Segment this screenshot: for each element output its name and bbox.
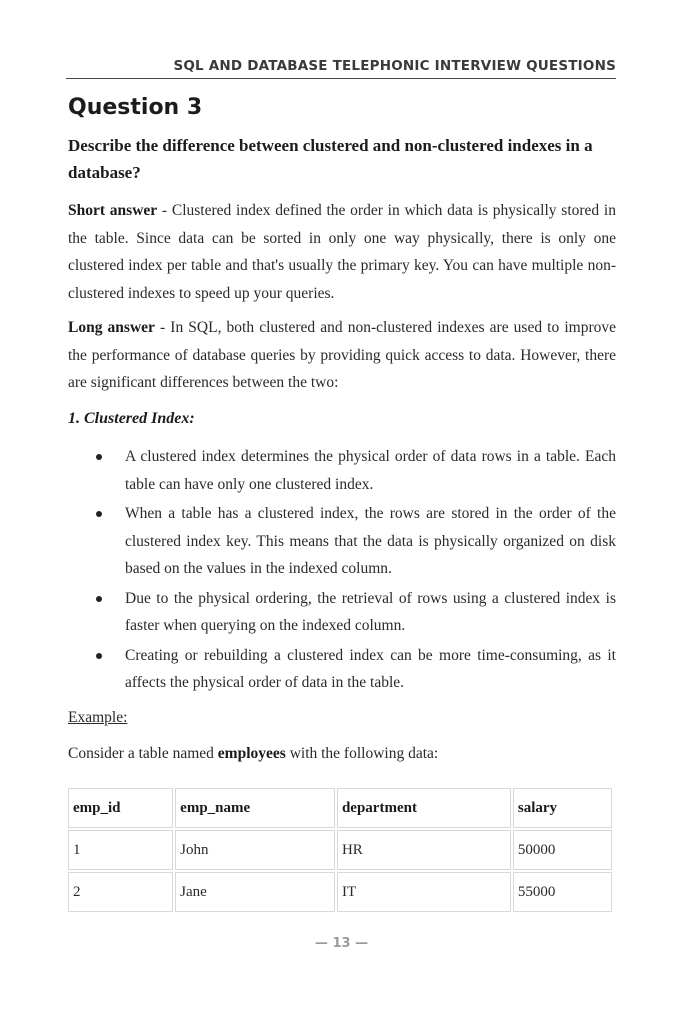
- bullet-item: [68, 585, 616, 640]
- example-intro-before: Consider a table named: [68, 745, 218, 762]
- bullet-dot-icon: [96, 454, 102, 460]
- page-number: — 13 —: [314, 936, 369, 951]
- bullet-dot-icon: [96, 653, 102, 659]
- short-answer-paragraph: [68, 197, 616, 307]
- long-answer-label: Long answer: [68, 319, 155, 336]
- table-cell: 50000: [513, 830, 612, 870]
- short-answer-text: - Clustered index defined the order in which data is physically stored in the table. Since data can be sorted in only one way physically, there is only one clustered index per table and that's usually the primary key. You can have multiple non-clustered indexes to speed up your queries.: [68, 202, 616, 302]
- clustered-index-heading: 1. Clustered Index:: [68, 410, 195, 427]
- example-table-name: employees: [217, 745, 286, 762]
- table-cell: IT: [337, 872, 511, 912]
- column-header-emp-name: emp_name: [175, 788, 335, 828]
- long-answer-paragraph: [68, 314, 616, 397]
- example-label: Example:: [68, 709, 128, 726]
- bullet-text: Creating or rebuilding a clustered index can be more time-consuming, as it affects the physical order of data in the table.: [125, 646, 616, 691]
- example-intro-after: with the following data:: [285, 745, 439, 762]
- example-intro: [68, 745, 438, 763]
- short-answer-label: Short answer: [68, 202, 158, 219]
- header-title: SQL AND DATABASE TELEPHONIC INTERVIEW QUESTIONS: [173, 58, 616, 74]
- bullet-dot-icon: [96, 596, 102, 602]
- table-cell: John: [175, 830, 335, 870]
- bullet-text: When a table has a clustered index, the rows are stored in the order of the clustered index key. This means that the data is physically organized on disk based on the values in the indexed column.: [125, 505, 616, 577]
- table-cell: Jane: [175, 872, 335, 912]
- bullet-text: A clustered index determines the physical order of data rows in a table. Each table can have only one clustered index.: [125, 448, 616, 493]
- long-answer-text: - In SQL, both clustered and non-clustered indexes are used to improve the performance of database queries by providing quick access to data. However, there are significant differences between the two:: [68, 319, 616, 391]
- column-header-emp-id: emp_id: [68, 788, 173, 828]
- table-header-row: [68, 788, 612, 828]
- table-cell: 1: [68, 830, 173, 870]
- table-row: [68, 830, 612, 870]
- table-cell: 2: [68, 872, 173, 912]
- bullet-item: [68, 500, 616, 583]
- clustered-index-bullet-list: [68, 443, 616, 699]
- table-cell: 55000: [513, 872, 612, 912]
- question-heading: Question 3: [68, 95, 203, 120]
- table-row: [68, 872, 612, 912]
- running-header: [66, 56, 616, 79]
- bullet-text: Due to the physical ordering, the retrieval of rows using a clustered index is faster when querying on the indexed column.: [125, 589, 616, 634]
- question-text: Describe the difference between clustered and non-clustered indexes in a database?: [68, 136, 593, 182]
- employees-table: [66, 786, 614, 914]
- column-header-department: department: [337, 788, 511, 828]
- table-cell: HR: [337, 830, 511, 870]
- bullet-item: [68, 642, 616, 697]
- column-header-salary: salary: [513, 788, 612, 828]
- bullet-dot-icon: [96, 511, 102, 517]
- bullet-item: [68, 443, 616, 498]
